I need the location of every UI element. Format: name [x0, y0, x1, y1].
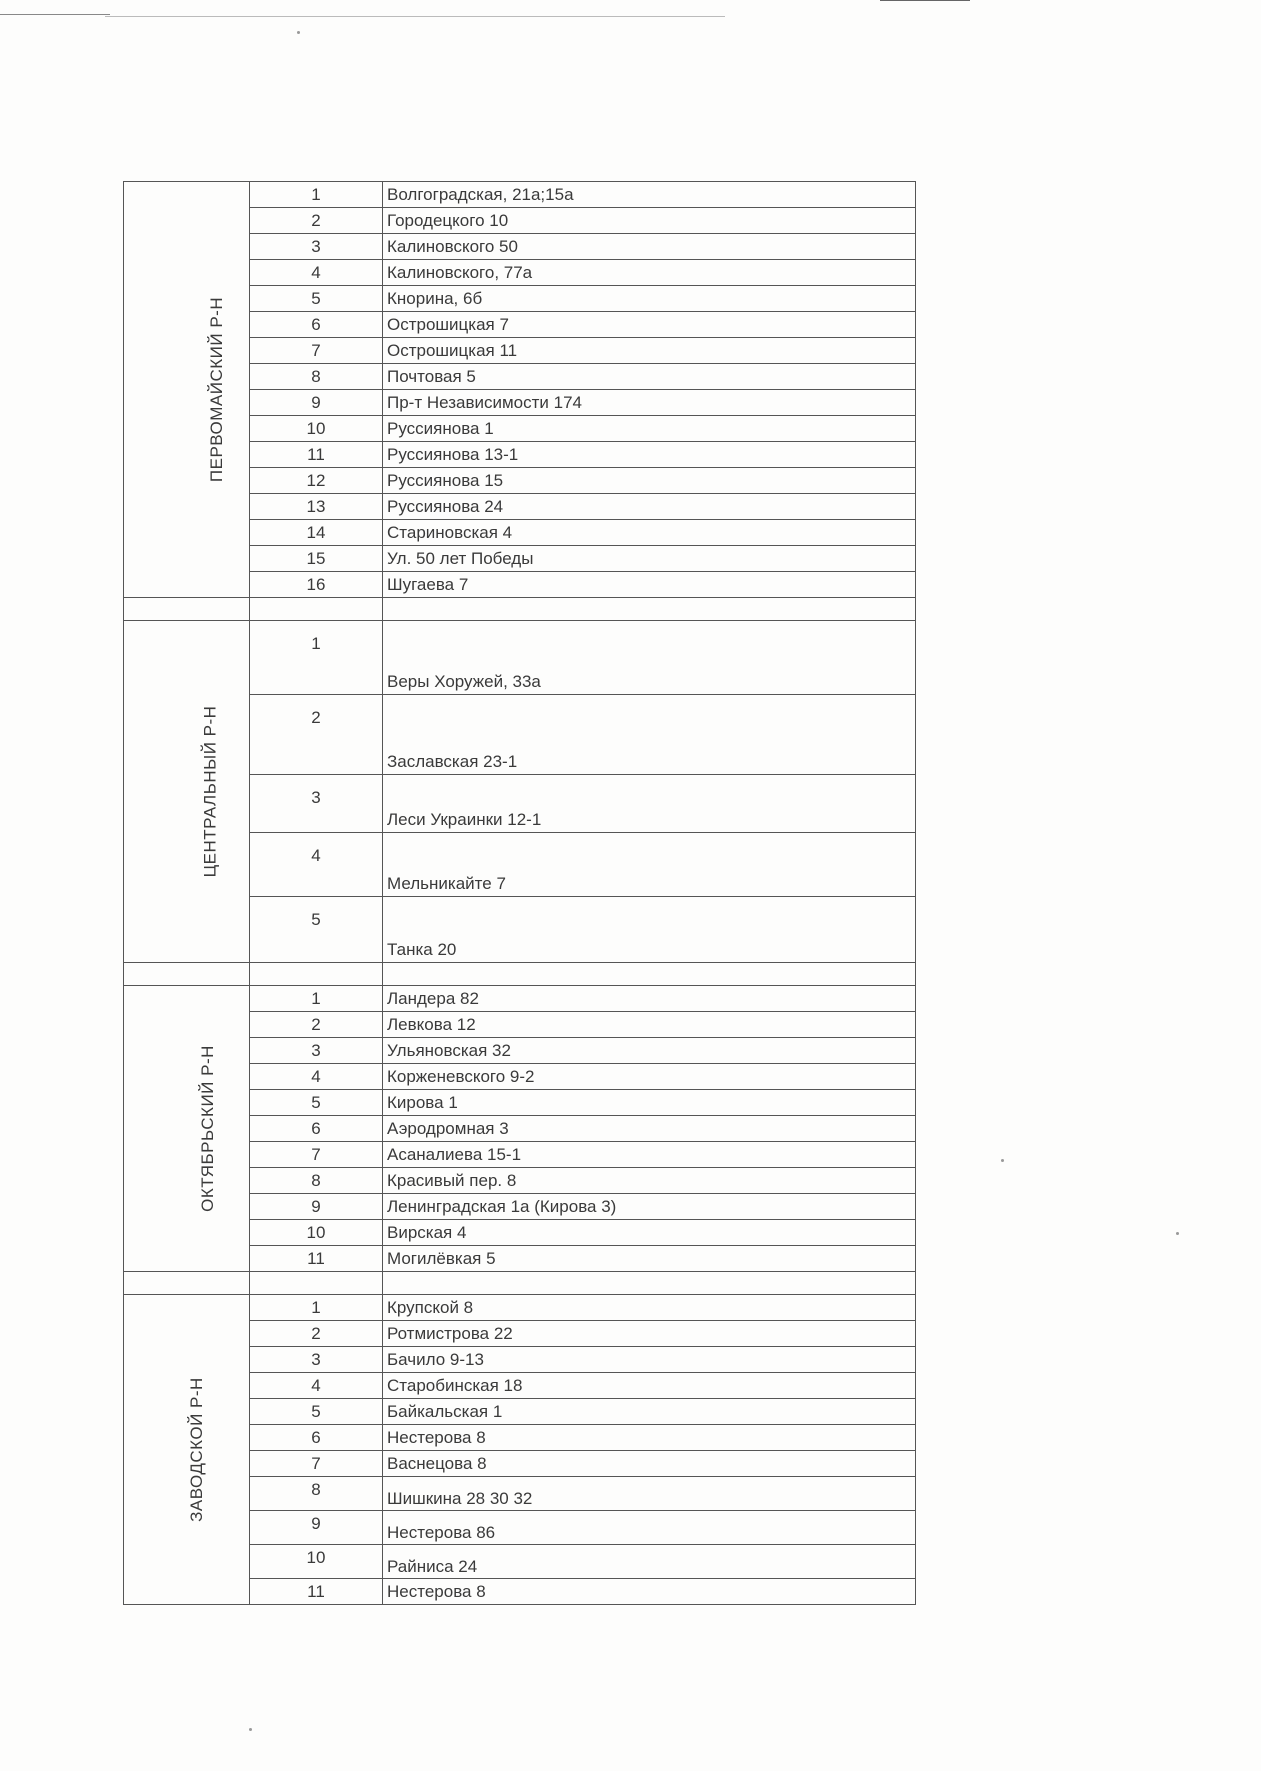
address: Веры Хоружей, 33а: [383, 621, 916, 695]
address: Красивый пер. 8: [383, 1168, 916, 1194]
address: Бачило 9-13: [383, 1347, 916, 1373]
address: Калиновского 50: [383, 234, 916, 260]
row-number: 1: [250, 182, 383, 208]
row-number: 6: [250, 312, 383, 338]
address: Левкова 12: [383, 1012, 916, 1038]
row-number: 8: [250, 364, 383, 390]
address: Ландера 82: [383, 986, 916, 1012]
row-number: 3: [250, 775, 383, 833]
address: Ул. 50 лет Победы: [383, 546, 916, 572]
row-number: 7: [250, 1142, 383, 1168]
scan-speck: [249, 1728, 252, 1731]
separator-row: [124, 963, 916, 986]
row-number: 9: [250, 1194, 383, 1220]
district-label-cell: [124, 621, 250, 963]
row-number: 9: [250, 390, 383, 416]
table-row: [124, 986, 916, 1012]
address: Заславская 23-1: [383, 695, 916, 775]
row-number: 1: [250, 986, 383, 1012]
district-label-cell: [124, 986, 250, 1272]
address: Руссиянова 15: [383, 468, 916, 494]
table-row: [124, 1295, 916, 1321]
row-number: 8: [250, 1168, 383, 1194]
table-row: [124, 182, 916, 208]
address: Стариновская 4: [383, 520, 916, 546]
scan-artifact-line: [105, 16, 725, 17]
address: Руссиянова 24: [383, 494, 916, 520]
address: Нестерова 86: [383, 1511, 916, 1545]
address: Вирская 4: [383, 1220, 916, 1246]
address: Острошицкая 7: [383, 312, 916, 338]
row-number: 3: [250, 1038, 383, 1064]
row-number: 5: [250, 1090, 383, 1116]
row-number: 7: [250, 1451, 383, 1477]
address: Асаналиева 15-1: [383, 1142, 916, 1168]
scan-speck: [1176, 1232, 1179, 1235]
row-number: 9: [250, 1511, 383, 1545]
row-number: 2: [250, 695, 383, 775]
address: Ленинградская 1а (Кирова 3): [383, 1194, 916, 1220]
row-number: 11: [250, 1246, 383, 1272]
row-number: 5: [250, 286, 383, 312]
address: Танка 20: [383, 897, 916, 963]
district-name: ЗАВОДСКОЙ Р-Н: [186, 1377, 206, 1522]
row-number: 3: [250, 234, 383, 260]
row-number: 10: [250, 416, 383, 442]
address: Волгоградская, 21а;15а: [383, 182, 916, 208]
row-number: 13: [250, 494, 383, 520]
address: Пр-т Независимости 174: [383, 390, 916, 416]
scan-speck: [1001, 1159, 1004, 1162]
address: Леси Украинки 12-1: [383, 775, 916, 833]
row-number: 7: [250, 338, 383, 364]
row-number: 6: [250, 1425, 383, 1451]
row-number: 4: [250, 1373, 383, 1399]
address-table-body: [124, 182, 916, 1605]
address: Нестерова 8: [383, 1579, 916, 1605]
row-number: 10: [250, 1220, 383, 1246]
address: Аэродромная 3: [383, 1116, 916, 1142]
district-label-cell: [124, 1295, 250, 1605]
row-number: 11: [250, 1579, 383, 1605]
row-number: 6: [250, 1116, 383, 1142]
address: Байкальская 1: [383, 1399, 916, 1425]
row-number: 1: [250, 621, 383, 695]
address: Райниса 24: [383, 1545, 916, 1579]
scan-artifact-line: [880, 0, 970, 1]
separator-row: [124, 1272, 916, 1295]
address: Старобинская 18: [383, 1373, 916, 1399]
address: Ульяновская 32: [383, 1038, 916, 1064]
address: Острошицкая 11: [383, 338, 916, 364]
table-row: [124, 621, 916, 695]
row-number: 11: [250, 442, 383, 468]
separator-row: [124, 598, 916, 621]
address: Городецкого 10: [383, 208, 916, 234]
row-number: 12: [250, 468, 383, 494]
row-number: 5: [250, 1399, 383, 1425]
address: Крупской 8: [383, 1295, 916, 1321]
row-number: 4: [250, 1064, 383, 1090]
scan-speck: [297, 31, 300, 34]
row-number: 5: [250, 897, 383, 963]
row-number: 16: [250, 572, 383, 598]
row-number: 3: [250, 1347, 383, 1373]
row-number: 10: [250, 1545, 383, 1579]
row-number: 8: [250, 1477, 383, 1511]
row-number: 4: [250, 833, 383, 897]
row-number: 2: [250, 208, 383, 234]
address: Мельникайте 7: [383, 833, 916, 897]
district-name: ЦЕНТРАЛЬНЫЙ Р-Н: [200, 705, 220, 878]
scan-artifact-line: [0, 14, 110, 15]
address: Калиновского, 77а: [383, 260, 916, 286]
address: Кирова 1: [383, 1090, 916, 1116]
row-number: 4: [250, 260, 383, 286]
district-label-cell: [124, 182, 250, 598]
address: Руссиянова 1: [383, 416, 916, 442]
address: Корженевского 9-2: [383, 1064, 916, 1090]
address: Могилёвкая 5: [383, 1246, 916, 1272]
address: Руссиянова 13-1: [383, 442, 916, 468]
row-number: 1: [250, 1295, 383, 1321]
row-number: 2: [250, 1012, 383, 1038]
row-number: 15: [250, 546, 383, 572]
address: Нестерова 8: [383, 1425, 916, 1451]
address: Ротмистрова 22: [383, 1321, 916, 1347]
address: Почтовая 5: [383, 364, 916, 390]
address: Шишкина 28 30 32: [383, 1477, 916, 1511]
row-number: 2: [250, 1321, 383, 1347]
address: Кнорина, 6б: [383, 286, 916, 312]
address: Васнецова 8: [383, 1451, 916, 1477]
district-name: ОКТЯБРЬСКИЙ Р-Н: [197, 1045, 217, 1212]
address-table: [123, 181, 916, 1605]
row-number: 14: [250, 520, 383, 546]
district-name: ПЕРВОМАЙСКИЙ Р-Н: [207, 296, 227, 483]
address: Шугаева 7: [383, 572, 916, 598]
